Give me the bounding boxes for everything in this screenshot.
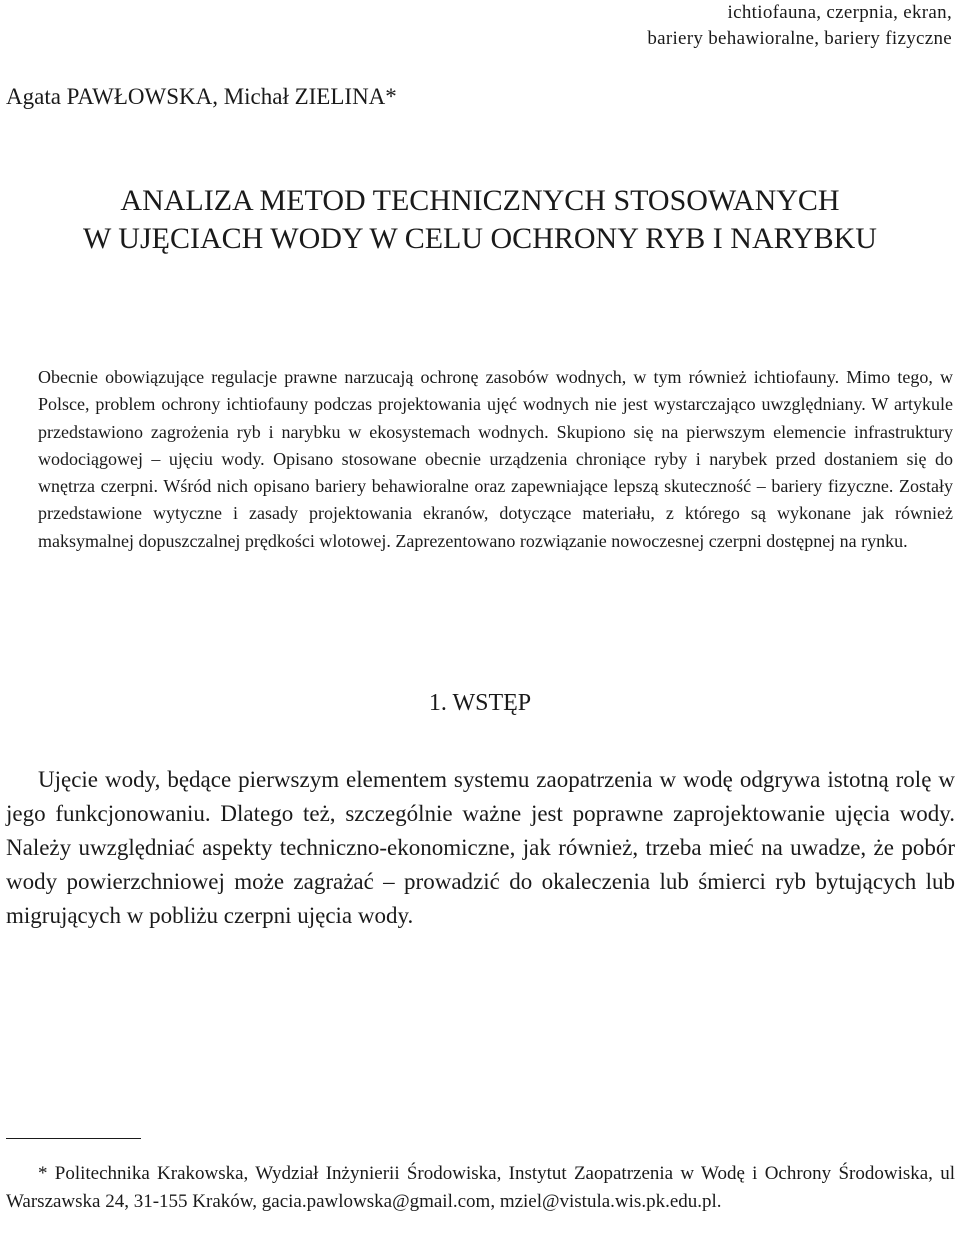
keywords-line-1: ichtiofauna, czerpnia, ekran, bbox=[727, 2, 952, 23]
intro-paragraph: Ujęcie wody, będące pierwszym elementem systemu zaopatrzenia w wodę odgrywa istotną rolę w jego funkcjonowaniu. Dlatego też, szczególnie ważne jest poprawne zaprojektowanie ujęcia wody. Należy uwzględniać aspekty techniczno-ekonomiczne, jak również, trzeba mieć na uwadze, że pobór wody powierzchniowej może zagrażać – prowadzić do okaleczenia lub śmierci ryb bytujących lub migrujących w pobliżu czerpni ujęcia wody. bbox=[6, 767, 955, 928]
footnote-text: * Politechnika Krakowska, Wydział Inżynierii Środowiska, Instytut Zaopatrzenia w Wodę i Ochrony Środowiska, ul Warszawska 24, 31-155 Kraków, gacia.pawlowska@gmail.com, mziel@vistula.wis.pk.edu.pl. bbox=[6, 1163, 955, 1212]
footnote bbox=[6, 1160, 955, 1216]
authors: Agata PAWŁOWSKA, Michał ZIELINA* bbox=[6, 84, 397, 109]
paper-title-line-2: W UJĘCIACH WODY W CELU OCHRONY RYB I NARYBKU bbox=[83, 222, 877, 255]
section-heading: 1. WSTĘP bbox=[428, 690, 532, 716]
keywords-line-2: bariery behawioralne, bariery fizyczne bbox=[647, 28, 952, 49]
paper-title bbox=[0, 182, 960, 258]
paper-title-line-1: ANALIZA METOD TECHNICZNYCH STOSOWANYCH bbox=[120, 184, 840, 217]
abstract: Obecnie obowiązujące regulacje prawne narzucają ochronę zasobów wodnych, w tym również ichtiofauny. Mimo tego, w Polsce, problem ochrony ichtiofauny podczas projektowania ujęć wodnych nie jest wystarczająco uwzględniany. W artykule przedstawiono zagrożenia ryb i narybku w ekosystemach wodnych. Skupiono się na pierwszym elemencie infrastruktury wodociągowej – ujęciu wody. Opisano stosowane obecnie urządzenia chroniące ryby i narybek przed dostaniem się do wnętrza czerpni. Wśród nich opisano bariery behawioralne oraz zapewniające lepszą skuteczność – bariery fizyczne. Zostały przedstawione wytyczne i zasady projektowania ekranów, dotyczące materiału, z którego są wykonane jak również maksymalnej dopuszczalnej prędkości wlotowej. Zaprezentowano rozwiązanie nowoczesnej czerpni dostępnej na rynku. bbox=[38, 367, 953, 551]
intro-section bbox=[6, 763, 955, 933]
keywords bbox=[452, 0, 952, 52]
footnote-divider bbox=[6, 1138, 141, 1139]
